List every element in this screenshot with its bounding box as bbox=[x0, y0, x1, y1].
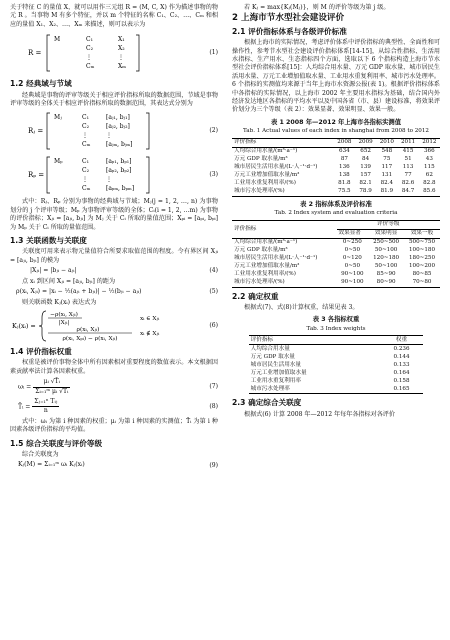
classical-domain-matrix bbox=[10, 110, 200, 152]
value-cell: 84 bbox=[362, 156, 370, 163]
section-1-3-paragraph: 关联度可用来表示物元量值符合所要求取值范围的程度。令有界区间 Xⱼᵢ = [aⱼᵢ, bⱼᵢ] 的模为 bbox=[10, 248, 218, 264]
table-row bbox=[232, 147, 440, 156]
section-2-3-title: 2.3 确定综合关联度 bbox=[232, 398, 302, 408]
section-2-2-paragraph: 根据式(7)、式(8)计算权重，结果见表 3。 bbox=[244, 303, 359, 311]
value-cell: 50~100 bbox=[374, 247, 398, 253]
table-row bbox=[232, 156, 440, 164]
matrix-cell: ⋮ bbox=[82, 132, 88, 140]
section-1-5-paragraph: 综合关联度为 bbox=[22, 450, 59, 458]
table-row bbox=[232, 255, 440, 263]
section-1-2-paragraph: 经典域是事物的评审等级关于相应评价指标所取的数据范围，节域是事物评审等级的全体关于相应评价指标所取的数据范围，其表达式分别为 bbox=[10, 91, 218, 108]
matrix-cell: X₂ bbox=[118, 45, 125, 53]
index-name-cell: 万元 GDP 取水量/m³ bbox=[234, 156, 288, 163]
matter-element-matrix bbox=[10, 31, 200, 75]
value-cell: 87 bbox=[340, 156, 348, 163]
eq7-lhs: ωᵢ = bbox=[18, 383, 32, 391]
table-row bbox=[232, 188, 440, 197]
value-cell: 131 bbox=[381, 172, 393, 179]
eq2-number: (2) bbox=[209, 127, 218, 135]
table-2-caption-en: Tab. 2 Index system and evaluation criteria bbox=[274, 210, 398, 217]
value-cell: 0~250 bbox=[342, 239, 362, 245]
eq6-case2-num: ρ(xᵢ, Xⱼᵢ) bbox=[76, 326, 100, 333]
eq3-lhs: Rₚ = bbox=[28, 171, 45, 180]
t2-header-grade: 效果一般 bbox=[410, 230, 434, 236]
t1-header-cell: 2011 bbox=[400, 139, 416, 146]
section-1-3-paragraph-3: 则关联函数 Kⱼ(xᵢ) 表达式为 bbox=[22, 298, 97, 306]
section-2-1-paragraph: 根据上海市的实际情况，考虑评价体系中评价指标的典型性、全面性和可操作性，参考节水型社会建设评价指标体系[14-15]，从综合性指标、生活用水指标、生产用水、生态指标四个方面，选取以下 6 个指标构造上海市节水型社会评价指标体系[15]：人均综合用水量、万元 GDP 取水量、城市居民生活用水量、万元工业增加值取水量、工业用水重复利用率、城市污水处理率。6 个指标的实测值均来源于当年上海市水资源公报(表 1)。根据评价指标体系中各指标的实际情况，以上海市 2002 年主要用水指标为基础，结合国内外经济发达地区各指标的平均水平以及中国各省（市、县）建设标准，将效果评价划分为三个等级（表 2）：效果显著、效果明显、效果一般。 bbox=[232, 39, 440, 114]
section-2-title: 2 上海市节水型社会建设评价 bbox=[232, 13, 345, 24]
eq5-number: (5) bbox=[209, 288, 218, 296]
value-cell: 415 bbox=[402, 148, 414, 155]
value-cell: 90~100 bbox=[341, 279, 364, 285]
eq2-lhs: Rⱼ = bbox=[28, 127, 44, 136]
section-1-3-title: 1.3 关联函数与关联度 bbox=[10, 236, 87, 246]
value-cell: 0.165 bbox=[393, 385, 410, 392]
table-3-caption-en: Tab. 3 Index weights bbox=[306, 325, 366, 332]
matrix-cell: [aⱼₘ, bⱼₘ] bbox=[106, 141, 133, 149]
matrix-cell: [aₚₘ, bₚₘ] bbox=[106, 185, 135, 193]
value-cell: 366 bbox=[424, 148, 435, 155]
t1-header-cell: 2008 bbox=[337, 139, 352, 146]
value-cell: 90~100 bbox=[341, 271, 364, 277]
value-cell: 138 bbox=[339, 172, 350, 179]
eq6-case1-num: −ρ(xᵢ, Xⱼᵢ) bbox=[50, 311, 78, 318]
matrix-cell: [aⱼ₁, bⱼ₁] bbox=[106, 114, 130, 122]
matrix-cell: [aₚ₂, bₚ₂] bbox=[106, 167, 132, 175]
value-cell: 80~85 bbox=[412, 271, 432, 277]
section-1-2-paragraph-2: 式中：Rⱼ、Rₚ 分别为事物的经典域与节域；Mⱼ(j = 1, 2, …, n) 为事物划分的 j 个评审等级；Mₚ 为事物评审等级的全体；Cᵢ(i = 1, 2, …m) 为事物的评价指标；Xⱼᵢ = [aⱼᵢ, bⱼᵢ] 为 Mⱼ 关于 Cᵢ 所取的量值范围；Xₚᵢ = [aₚᵢ, bₚᵢ] 为 Mₚ 关于 Cᵢ 所取的量值范围。 bbox=[10, 198, 218, 231]
eq9-number: (9) bbox=[209, 461, 218, 469]
t1-header-cell: 2009 bbox=[358, 139, 373, 146]
left-column bbox=[10, 4, 218, 472]
t2-header-index: 评价指标 bbox=[232, 220, 337, 238]
eq6-case2-cond: xᵢ ∉ Xⱼᵢ bbox=[140, 330, 160, 337]
t3-header-cell: 权重 bbox=[395, 336, 408, 343]
value-cell: 157 bbox=[360, 172, 371, 179]
value-cell: 70~80 bbox=[412, 279, 432, 285]
value-cell: 652 bbox=[360, 148, 371, 155]
eq8-denominator: n bbox=[43, 407, 48, 415]
section-1-4-paragraph-2: 式中：ωᵢ 为第 i 种因素的权重；μᵢ 为第 i 种因素的实测值；T̄ᵢ 为第 i 种因素各级评价指标的平均值。 bbox=[10, 417, 218, 434]
matrix-cell: Mⱼ bbox=[54, 114, 62, 122]
matrix-cell: Cₘ bbox=[86, 63, 95, 71]
value-cell: 180~250 bbox=[409, 255, 436, 261]
value-cell: 0~120 bbox=[342, 255, 362, 261]
table-row bbox=[232, 271, 440, 279]
table-row bbox=[249, 361, 424, 369]
matrix-cell: C₂ bbox=[82, 167, 89, 175]
matrix-cell: C₁ bbox=[82, 158, 89, 166]
section-1-2-title: 1.2 经典域与节域 bbox=[10, 79, 72, 89]
table-row bbox=[232, 164, 440, 172]
index-name-cell: 万元 GDP 取水量 bbox=[250, 353, 295, 360]
value-cell: 120~180 bbox=[373, 255, 400, 261]
table-row bbox=[232, 180, 440, 188]
matrix-cell: C₂ bbox=[86, 45, 93, 53]
t2-header-grade: 效果显著 bbox=[338, 230, 361, 236]
table-1-caption-en: Tab. 1 Actual values of each index in shanghai from 2008 to 2012 bbox=[243, 128, 429, 135]
value-cell: 0.133 bbox=[393, 361, 410, 368]
section-2-1-title: 2.1 评价指标体系与各级评价标准 bbox=[232, 26, 347, 36]
value-cell: 136 bbox=[339, 164, 350, 171]
table-3-caption: 表 3 各指标权重 bbox=[312, 316, 360, 324]
value-cell: 80~90 bbox=[376, 279, 396, 285]
eq4-number: (4) bbox=[209, 267, 218, 275]
value-cell: 250~500 bbox=[373, 239, 400, 245]
eq8-number: (8) bbox=[209, 402, 218, 410]
matrix-cell: ⋮ bbox=[82, 176, 88, 184]
equation-1 bbox=[10, 31, 218, 75]
eq7-number: (7) bbox=[209, 382, 218, 390]
value-cell: 75.5 bbox=[338, 188, 351, 195]
value-cell: 51 bbox=[404, 156, 412, 163]
matrix-cell: ⋮ bbox=[86, 54, 92, 62]
equation-6 bbox=[10, 309, 218, 343]
matrix-cell: Mₚ bbox=[54, 158, 63, 166]
value-cell: 50~100 bbox=[374, 263, 398, 269]
index-name-cell: 万元工业增加值取水量/m³ bbox=[234, 172, 300, 179]
index-name-cell: 工业用水重复利用率/(%) bbox=[234, 271, 296, 277]
matrix-cell: C₁ bbox=[82, 114, 89, 122]
table-row bbox=[232, 263, 440, 271]
value-cell: 85.6 bbox=[423, 188, 436, 195]
matrix-cell: ⋮ bbox=[106, 132, 112, 140]
section-1-5-title: 1.5 综合关联度与评价等级 bbox=[10, 438, 103, 448]
matrix-cell: X₁ bbox=[118, 36, 125, 44]
t1-header-cell: 2010 bbox=[379, 139, 394, 146]
index-name-cell: 城市污水处理率/(%) bbox=[234, 279, 285, 285]
intro-paragraph: 关于特征 C 的量值 X，就可以用作三元组 R = (M, C, X) 作为描述事物的物元 R 。当事物 M 有多个特征，并以 m 个特征的名称 C₁、C₂、…、Cₘ 和相应的量值 X₁、X₂、…、Xₘ 来描述，则可以表示为 bbox=[10, 4, 218, 28]
index-name-cell: 城市污水处理率 bbox=[250, 385, 290, 392]
value-cell: 81.9 bbox=[380, 188, 394, 195]
eq7-denominator: Σᵢ₌₁ᵐ μᵢ √T̄ᵢ bbox=[35, 387, 69, 395]
value-cell: 548 bbox=[381, 148, 393, 155]
value-cell: 82.6 bbox=[401, 180, 415, 187]
eq8-fraction bbox=[32, 398, 59, 416]
value-cell: 77 bbox=[404, 172, 412, 179]
index-name-cell: 万元工业增加值取水量 bbox=[250, 369, 307, 376]
value-cell: 139 bbox=[360, 164, 371, 171]
equation-2 bbox=[10, 110, 218, 152]
equation-4 bbox=[10, 267, 218, 275]
value-cell: 500~750 bbox=[409, 239, 436, 245]
eq4-body: |Xⱼᵢ| = |bⱼᵢ − aⱼᵢ| bbox=[30, 267, 77, 275]
index-name-cell: 人均综合用水量 bbox=[250, 345, 290, 352]
eq1-lhs: R = bbox=[28, 49, 42, 58]
value-cell: 84.7 bbox=[401, 188, 415, 195]
eq9-body: Kⱼ(M) = Σᵢ₌₁ᵐ ωᵢ Kⱼ(xᵢ) bbox=[18, 461, 85, 469]
equation-7 bbox=[10, 378, 218, 396]
table-2-caption: 表 2 指标体系及评价标准 bbox=[300, 200, 372, 208]
value-cell: 78.9 bbox=[359, 188, 372, 195]
value-cell: 82.4 bbox=[380, 180, 394, 187]
index-name-cell: 城市居民生活用水量/(L·人⁻¹·d⁻¹) bbox=[234, 164, 318, 171]
t2-header-group: 评价等级 bbox=[337, 220, 441, 229]
matrix-cell: ⋮ bbox=[118, 54, 124, 62]
index-name-cell: 人均综合用水量/(m³·a⁻¹) bbox=[234, 239, 298, 245]
equation-5 bbox=[10, 288, 218, 296]
value-cell: 0.164 bbox=[393, 369, 410, 376]
eq8-numerator: Σⱼ₌₁ⁿ Tᵢⱼ bbox=[32, 398, 59, 407]
matrix-cell: Xₘ bbox=[118, 63, 126, 71]
matrix-cell: ⋮ bbox=[106, 176, 112, 184]
value-cell: 115 bbox=[424, 164, 435, 171]
table-1-caption: 表 1 2008 年—2012 年上海市各指标实测值 bbox=[270, 118, 402, 126]
eq6-case1-den: |Xⱼᵢ| bbox=[58, 319, 70, 326]
section-2-2-title: 2.2 确定权重 bbox=[232, 291, 279, 301]
index-name-cell: 万元 GDP 取水量/m³ bbox=[234, 247, 288, 253]
value-cell: 0.144 bbox=[393, 353, 410, 360]
matrix-cell: Cₘ bbox=[82, 185, 91, 193]
value-cell: 0.158 bbox=[393, 377, 410, 384]
eq3-number: (3) bbox=[209, 171, 218, 179]
table-row bbox=[232, 247, 440, 255]
value-cell: 85~90 bbox=[376, 271, 396, 277]
section-1-4-paragraph: 权重是被评价事物全体中所有因素相对重要程度的数值表示。本文根据因素贡献率法计算各因素权重。 bbox=[10, 359, 218, 375]
eq5-body: ρ(xᵢ, Xⱼᵢ) = |xᵢ − ½(aⱼᵢ + bⱼᵢ)| − ½(bⱼᵢ − aⱼᵢ) bbox=[16, 288, 142, 296]
value-cell: 82.8 bbox=[423, 180, 436, 187]
eq8-lhs: T̄ᵢ = bbox=[18, 403, 31, 411]
table-row bbox=[249, 385, 424, 394]
table-row bbox=[249, 377, 424, 385]
t3-header-cell: 评价指标 bbox=[250, 336, 274, 343]
eq7-numerator: μᵢ √T̄ᵢ bbox=[33, 378, 70, 387]
index-name-cell: 城市居民生活用水量/(L·人⁻¹·d⁻¹) bbox=[234, 255, 318, 261]
section-1-3-paragraph-2: 点 xᵢ 到区间 Xⱼᵢ = [aⱼᵢ, bⱼᵢ] 的距为 bbox=[22, 277, 116, 285]
section-domain-matrix bbox=[10, 154, 200, 196]
value-cell: 82.1 bbox=[359, 180, 372, 187]
table-3 bbox=[249, 335, 424, 394]
index-name-cell: 万元工业增加值取水量/m³ bbox=[234, 263, 300, 269]
value-cell: 100~200 bbox=[409, 263, 436, 269]
equation-3 bbox=[10, 154, 218, 196]
index-name-cell: 工业用水重复利用率 bbox=[250, 377, 301, 384]
matrix-cell: [aⱼ₂, bⱼ₂] bbox=[106, 123, 130, 131]
value-cell: 117 bbox=[381, 164, 393, 171]
value-cell: 100~180 bbox=[409, 247, 436, 253]
matrix-cell: M bbox=[54, 36, 61, 44]
table-1 bbox=[232, 138, 440, 197]
index-name-cell: 人均综合用水量/(m³·a⁻¹) bbox=[234, 148, 298, 155]
table-row bbox=[232, 238, 440, 247]
value-cell: 75 bbox=[383, 156, 391, 163]
value-cell: 634 bbox=[339, 148, 350, 155]
index-name-cell: 城市居民生活用水量 bbox=[250, 361, 301, 368]
eq6-case1-cond: xᵢ ∈ Xⱼᵢ bbox=[140, 315, 160, 322]
matrix-cell: C₂ bbox=[82, 123, 89, 131]
eq1-number: (1) bbox=[209, 49, 218, 57]
value-cell: 0.236 bbox=[393, 345, 410, 352]
table-row bbox=[249, 345, 424, 354]
value-cell: 62 bbox=[425, 172, 433, 179]
value-cell: 0~50 bbox=[344, 263, 361, 269]
t2-header-grade: 效果明显 bbox=[374, 230, 398, 236]
right-column bbox=[232, 4, 440, 420]
equation-8 bbox=[10, 398, 218, 416]
equation-9 bbox=[10, 461, 218, 469]
table-row bbox=[249, 369, 424, 377]
eq6-case2-den: ρ(xᵢ, Xₚᵢ) − ρ(xᵢ, Xⱼᵢ) bbox=[62, 335, 118, 342]
matrix-cell: C₁ bbox=[86, 36, 93, 44]
value-cell: 81.8 bbox=[338, 180, 351, 187]
section-1-4-title: 1.4 评价指标权重 bbox=[10, 346, 72, 356]
eq7-fraction bbox=[33, 378, 70, 396]
t1-header-cell: 2012 bbox=[422, 139, 437, 146]
value-cell: 43 bbox=[425, 156, 433, 163]
table-row bbox=[232, 172, 440, 180]
table-row bbox=[249, 353, 424, 361]
value-cell: 113 bbox=[402, 164, 414, 171]
grade-rule: 若 Kⱼ = max{Kⱼ(Mⱼ)}，则 M 的评价等级为第 j 级。 bbox=[244, 4, 390, 11]
index-name-cell: 工业用水重复利用率/(%) bbox=[234, 180, 296, 187]
value-cell: 0~50 bbox=[344, 247, 361, 253]
matrix-cell: [aₚ₁, bₚ₁] bbox=[106, 158, 132, 166]
index-name-cell: 城市污水处理率/(%) bbox=[234, 188, 285, 195]
eq6-number: (6) bbox=[209, 321, 218, 329]
section-2-3-paragraph: 根据式(6) 计算 2008 年—2012 年每年各指标对各评价 bbox=[244, 410, 395, 418]
t1-header-cell: 评价指标 bbox=[234, 139, 257, 146]
eq6-lhs: Kⱼ(xᵢ) = bbox=[12, 321, 36, 330]
matrix-cell: Cₘ bbox=[82, 141, 91, 149]
table-row bbox=[232, 279, 440, 288]
correlation-function bbox=[10, 309, 200, 343]
table-2 bbox=[232, 220, 440, 288]
